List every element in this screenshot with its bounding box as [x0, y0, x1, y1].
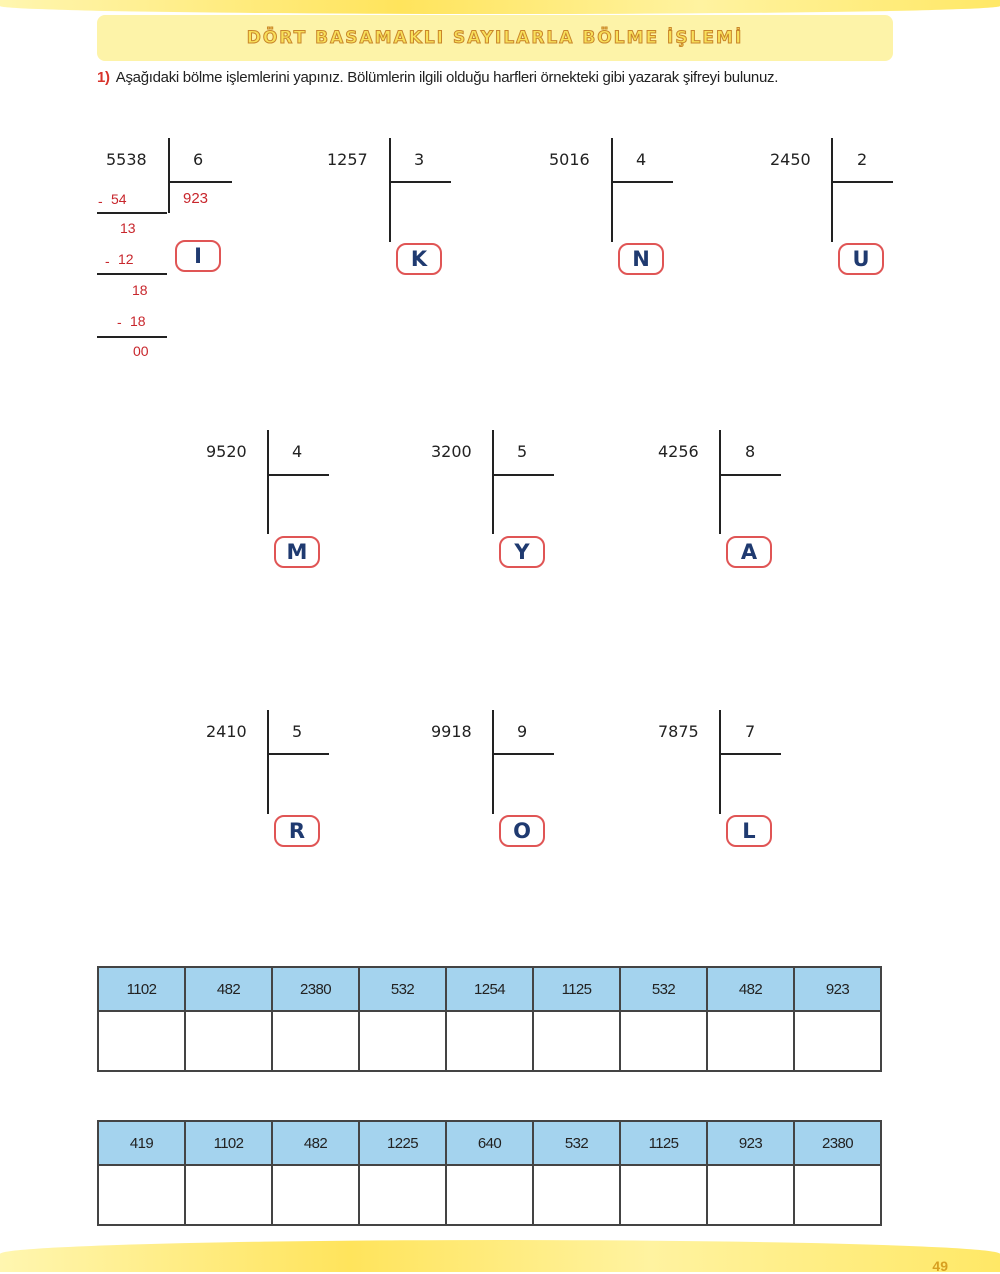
- cipher-number-cell: 419: [98, 1121, 185, 1165]
- cipher-answer-cell[interactable]: [620, 1011, 707, 1071]
- letter-badge: L: [726, 815, 772, 847]
- divisor: 4: [292, 442, 303, 461]
- division-vertical-line: [611, 138, 613, 242]
- cipher-answer-cell[interactable]: [533, 1165, 620, 1225]
- dividend: 1257: [327, 150, 368, 169]
- cipher-answer-cell[interactable]: [707, 1165, 794, 1225]
- dividend: 2410: [206, 722, 247, 741]
- divisor: 7: [745, 722, 756, 741]
- cipher-answer-cell[interactable]: [533, 1011, 620, 1071]
- dividend: 9918: [431, 722, 472, 741]
- division-vertical-line: [719, 430, 721, 534]
- cipher-number-cell: 2380: [272, 967, 359, 1011]
- cipher-answer-cell[interactable]: [359, 1011, 446, 1071]
- example-step: 18: [132, 282, 148, 298]
- dividend: 2450: [770, 150, 811, 169]
- cipher-number-cell: 482: [707, 967, 794, 1011]
- cipher-number-cell: 482: [185, 967, 272, 1011]
- division-horizontal-line: [389, 181, 451, 183]
- cipher-number-cell: 1102: [98, 967, 185, 1011]
- example-step: 13: [120, 220, 136, 236]
- cipher-answer-cell[interactable]: [272, 1165, 359, 1225]
- example-step: 54: [111, 191, 127, 207]
- divisor: 4: [636, 150, 647, 169]
- cipher-answer-cell[interactable]: [794, 1011, 881, 1071]
- cipher-number-row: [98, 967, 881, 1011]
- division-horizontal-line: [267, 753, 329, 755]
- division-vertical-line: [168, 138, 170, 213]
- letter-badge: I: [175, 240, 221, 272]
- bottom-decoration: [0, 1240, 1000, 1272]
- division-vertical-line: [267, 430, 269, 534]
- example-step: 12: [118, 251, 134, 267]
- example-step: 18: [130, 313, 146, 329]
- minus-sign: -: [105, 253, 110, 269]
- divisor: 2: [857, 150, 868, 169]
- division-horizontal-line: [719, 753, 781, 755]
- letter-badge: A: [726, 536, 772, 568]
- dividend: 3200: [431, 442, 472, 461]
- division-vertical-line: [831, 138, 833, 242]
- title-banner: [97, 15, 893, 61]
- question-number: 1): [97, 69, 110, 86]
- cipher-table-2: [97, 1120, 882, 1226]
- cipher-answer-cell[interactable]: [98, 1011, 185, 1071]
- cipher-number-cell: 532: [620, 967, 707, 1011]
- division-horizontal-line: [719, 474, 781, 476]
- cipher-number-cell: 532: [359, 967, 446, 1011]
- cipher-answer-cell[interactable]: [359, 1165, 446, 1225]
- cipher-number-cell: 923: [794, 967, 881, 1011]
- division-horizontal-line: [611, 181, 673, 183]
- cipher-answer-cell[interactable]: [98, 1165, 185, 1225]
- minus-sign: -: [117, 314, 122, 330]
- division-vertical-line: [389, 138, 391, 242]
- question-instruction: [97, 64, 897, 91]
- work-line: [97, 273, 167, 275]
- work-line: [97, 336, 167, 338]
- cipher-number-cell: 1102: [185, 1121, 272, 1165]
- cipher-number-cell: 640: [446, 1121, 533, 1165]
- cipher-answer-cell[interactable]: [446, 1165, 533, 1225]
- dividend: 4256: [658, 442, 699, 461]
- letter-badge: O: [499, 815, 545, 847]
- cipher-answer-cell[interactable]: [794, 1165, 881, 1225]
- division-horizontal-line: [831, 181, 893, 183]
- cipher-answer-cell[interactable]: [272, 1011, 359, 1071]
- division-vertical-line: [719, 710, 721, 814]
- letter-badge: Y: [499, 536, 545, 568]
- work-line: [97, 212, 167, 214]
- division-horizontal-line: [267, 474, 329, 476]
- division-vertical-line: [492, 710, 494, 814]
- divisor: 9: [517, 722, 528, 741]
- divisor: 5: [292, 722, 303, 741]
- cipher-answer-cell[interactable]: [185, 1165, 272, 1225]
- cipher-answer-cell[interactable]: [446, 1011, 533, 1071]
- cipher-answer-cell[interactable]: [620, 1165, 707, 1225]
- cipher-answer-row: [98, 1011, 881, 1071]
- letter-badge: N: [618, 243, 664, 275]
- division-horizontal-line: [492, 474, 554, 476]
- dividend: 7875: [658, 722, 699, 741]
- cipher-number-cell: 482: [272, 1121, 359, 1165]
- cipher-number-cell: 923: [707, 1121, 794, 1165]
- cipher-answer-cell[interactable]: [185, 1011, 272, 1071]
- page-number: 49: [932, 1258, 948, 1274]
- page-title: DÖRT BASAMAKLI SAYILARLA BÖLME İŞLEMİ: [246, 28, 744, 48]
- cipher-number-cell: 1225: [359, 1121, 446, 1165]
- letter-badge: K: [396, 243, 442, 275]
- cipher-number-cell: 532: [533, 1121, 620, 1165]
- division-horizontal-line: [168, 181, 232, 183]
- division-horizontal-line: [492, 753, 554, 755]
- cipher-number-cell: 1125: [620, 1121, 707, 1165]
- letter-badge: R: [274, 815, 320, 847]
- letter-badge: U: [838, 243, 884, 275]
- cipher-number-cell: 1254: [446, 967, 533, 1011]
- example-step: 00: [133, 343, 149, 359]
- example-dividend: 5538: [106, 150, 147, 169]
- letter-badge: M: [274, 536, 320, 568]
- division-vertical-line: [267, 710, 269, 814]
- question-text: Aşağıdaki bölme işlemlerini yapınız. Bölümlerin ilgili olduğu harfleri örnekteki gibi yazarak şifreyi bulunuz.: [115, 69, 779, 86]
- minus-sign: -: [98, 193, 103, 209]
- cipher-answer-cell[interactable]: [707, 1011, 794, 1071]
- example-divisor: 6: [193, 150, 204, 169]
- cipher-table-1: [97, 966, 882, 1072]
- dividend: 5016: [549, 150, 590, 169]
- cipher-number-cell: 2380: [794, 1121, 881, 1165]
- top-decoration: [0, 0, 1000, 14]
- divisor: 5: [517, 442, 528, 461]
- division-vertical-line: [492, 430, 494, 534]
- divisor: 8: [745, 442, 756, 461]
- dividend: 9520: [206, 442, 247, 461]
- example-quotient: 923: [183, 190, 209, 207]
- divisor: 3: [414, 150, 425, 169]
- cipher-answer-row: [98, 1165, 881, 1225]
- cipher-number-cell: 1125: [533, 967, 620, 1011]
- cipher-number-row: [98, 1121, 881, 1165]
